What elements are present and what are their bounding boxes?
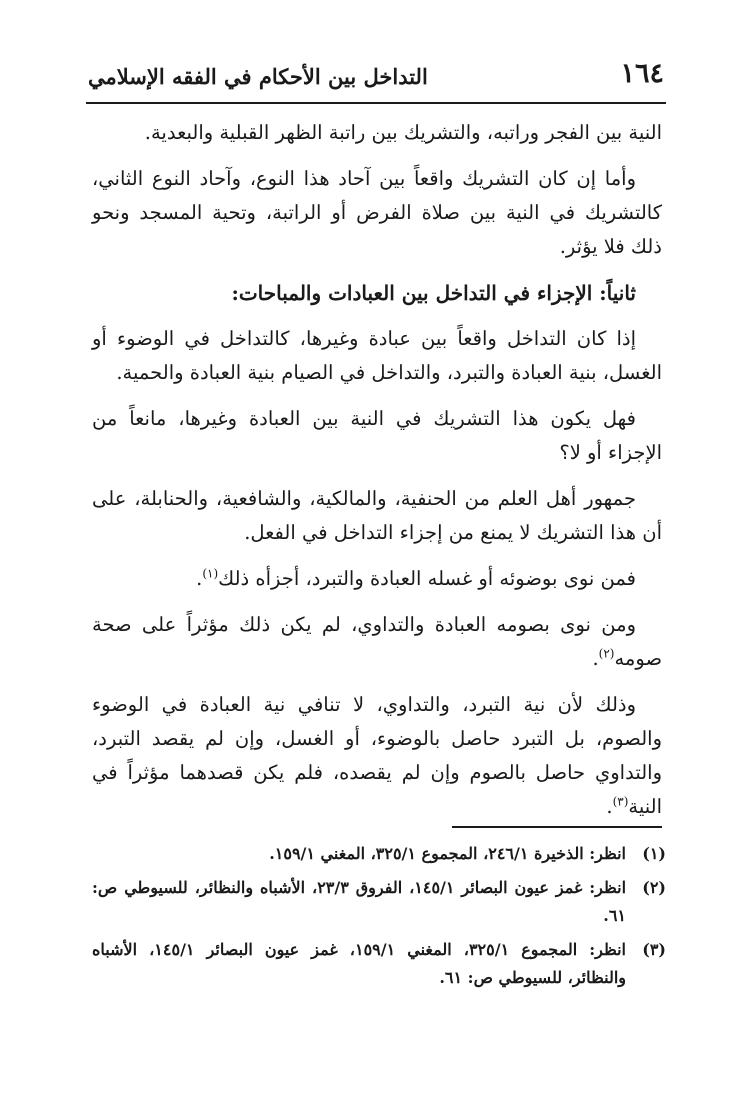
footnote-marker: (٢) xyxy=(642,878,666,897)
footnote-divider xyxy=(452,826,662,828)
section-heading: ثانياً: الإجزاء في التداخل بين العبادات والمباحات: xyxy=(231,281,636,305)
paragraph xyxy=(92,688,662,824)
footnote xyxy=(92,840,666,868)
footnote-ref: (١) xyxy=(202,566,219,581)
paragraph-end: . xyxy=(592,647,599,670)
footnote-marker: (١) xyxy=(642,844,666,863)
footnote-marker: (٣) xyxy=(642,940,666,959)
footnote-text: انظر: غمز عيون البصائر ١٤٥/١، الفروق ٢٣/٣، الأشباه والنظائر، للسيوطي ص: ٦١. xyxy=(92,878,627,925)
paragraph-text: وذلك لأن نية التبرد، والتداوي، لا تنافي نية العبادة في الوضوء والصوم، بل التبرد حاصل بالوضوء، أو الغسل، وإن لم يقصد التبرد، والتداوي حاصل بالصوم وإن لم يقصده، فلم يكن قصدهما مؤثراً في النية xyxy=(92,693,662,818)
paragraph: جمهور أهل العلم من الحنفية، والمالكية، والشافعية، والحنابلة، على أن هذا التشريك لا يمنع من إجزاء التداخل في الفعل. xyxy=(92,487,662,544)
footnote-text: انظر: الذخيرة ٢٤٦/١، المجموع ٣٢٥/١، المغني ١٥٩/١. xyxy=(269,844,626,863)
paragraph: وأما إن كان التشريك واقعاً بين آحاد هذا النوع، وآحاد النوع الثاني، كالتشريك في النية بين صلاة الفرض أو الراتبة، وتحية المسجد ونحو ذلك فلا يؤثر. xyxy=(92,167,662,258)
main-text xyxy=(92,116,662,836)
paragraph-text: ومن نوى بصومه العبادة والتداوي، لم يكن ذلك مؤثراً على صحة صومه xyxy=(92,613,662,670)
paragraph-end: . xyxy=(196,567,203,590)
running-title: التداخل بين الأحكام في الفقه الإسلامي xyxy=(88,64,428,89)
paragraph: فهل يكون هذا التشريك في النية بين العبادة وغيرها، مانعاً من الإجزاء أو لا؟ xyxy=(92,407,662,464)
page-header xyxy=(86,58,666,104)
footnote xyxy=(92,936,666,992)
footnote-text: انظر: المجموع ٣٢٥/١، المغني ١٥٩/١، غمز عيون البصائر ١٤٥/١، الأشباه والنظائر، للسيوطي ص: ٦١. xyxy=(92,940,627,987)
footnote-ref: (٢) xyxy=(598,646,615,661)
page-number: ١٦٤ xyxy=(620,58,664,89)
paragraph: إذا كان التداخل واقعاً بين عبادة وغيرها، كالتداخل في الوضوء أو الغسل، بنية العبادة والتبرد، والتداخل في الصيام بنية العبادة والحمية. xyxy=(92,327,662,384)
footnote-ref: (٣) xyxy=(612,794,629,809)
paragraph-end: . xyxy=(606,795,613,818)
paragraph xyxy=(92,562,662,596)
footnotes xyxy=(92,840,666,998)
paragraph-text: فمن نوى بوضوئه أو غسله العبادة والتبرد، أجزأه ذلك xyxy=(218,567,636,590)
paragraph: النية بين الفجر وراتبه، والتشريك بين راتبة الظهر القبلية والبعدية. xyxy=(144,121,662,144)
paragraph xyxy=(92,608,662,676)
footnote xyxy=(92,874,666,930)
